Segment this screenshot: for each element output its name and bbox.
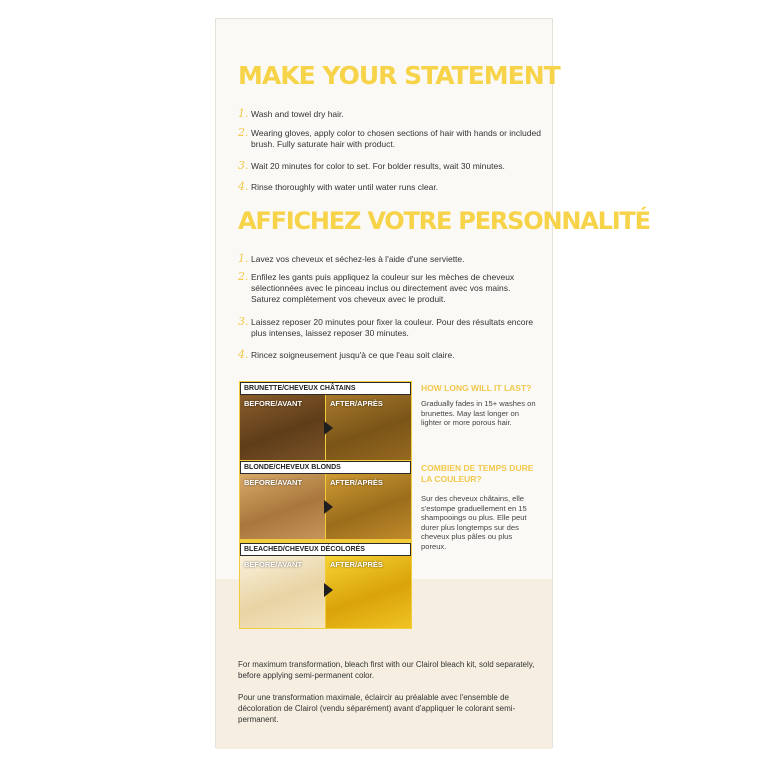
swatch-before xyxy=(240,395,325,460)
combien-text: Sur des cheveux châtains, elle s'estompe graduellement en 15 shampooings ou plus. Elle peut durer plus longtemps sur des cheveux plus pâles ou plus poreux. xyxy=(421,494,527,551)
step-text: Wearing gloves, apply color to chosen sections of hair with hands or included brush. Fully saturate hair with product. xyxy=(251,128,541,149)
step-text: Rinse thoroughly with water until water runs clear. xyxy=(251,182,439,192)
swatch-before xyxy=(240,474,325,539)
instruction-panel xyxy=(215,18,650,748)
swatch-after xyxy=(326,395,411,460)
english-heading: MAKE YOUR STATEMENT xyxy=(238,61,560,90)
arrow-icon xyxy=(324,583,333,597)
step-text: Enfilez les gants puis appliquez la couleur sur les mèches de cheveux sélectionnées avec le pinceau inclus ou directement avec vos mains. Saturez complètement vos cheveux avec le produit. xyxy=(251,272,515,304)
step-number: 1. xyxy=(238,107,249,120)
step-number: 2. xyxy=(238,126,249,139)
arrow-icon xyxy=(324,421,333,435)
color-swatch-grid xyxy=(239,381,412,629)
step-text: Rincez soigneusement jusqu'à ce que l'eau soit claire. xyxy=(251,350,455,360)
french-bleach-note: Pour une transformation maximale, éclaircir au préalable avec l'ensemble de décoloration de Clairol (vendu séparément) avant d'appliquer le colorant semi-permanent. xyxy=(238,693,516,724)
swatch-row-label: BLEACHED/CHEVEUX DÉCOLORÉS xyxy=(240,543,411,556)
step-number: 3. xyxy=(238,159,249,172)
step-number: 1. xyxy=(238,252,249,265)
swatch-after xyxy=(326,474,411,539)
swatch-row-label: BLONDE/CHEVEUX BLONDS xyxy=(240,461,411,474)
step-number: 4. xyxy=(238,180,249,193)
step-text: Wash and towel dry hair. xyxy=(251,109,344,119)
after-label: AFTER/APRÈS xyxy=(330,399,383,408)
step-number: 3. xyxy=(238,315,249,328)
how-long-text: Gradually fades in 15+ washes on brunettes. May last longer on lighter or more porous hair. xyxy=(421,399,536,427)
step-number: 2. xyxy=(238,270,249,283)
swatch-before xyxy=(240,556,325,628)
swatch-after xyxy=(326,556,411,628)
before-label: BEFORE/AVANT xyxy=(244,478,303,487)
english-bleach-note: For maximum transformation, bleach first with our Clairol bleach kit, sold separately, before applying semi-permanent color. xyxy=(238,660,535,680)
step-text: Wait 20 minutes for color to set. For bolder results, wait 30 minutes. xyxy=(251,161,505,171)
before-label: BEFORE/AVANT xyxy=(244,399,303,408)
french-heading: AFFICHEZ VOTRE PERSONNALITÉ xyxy=(238,207,650,235)
step-text: Lavez vos cheveux et séchez-les à l'aide d'une serviette. xyxy=(251,254,465,264)
how-long-heading: HOW LONG WILL IT LAST? xyxy=(421,383,532,393)
step-text: Laissez reposer 20 minutes pour fixer la couleur. Pour des résultats encore plus intenses, laissez reposer 30 minutes. xyxy=(251,317,534,338)
step-number: 4. xyxy=(238,348,249,361)
after-label: AFTER/APRÈS xyxy=(330,560,383,569)
after-label: AFTER/APRÈS xyxy=(330,478,383,487)
swatch-row-label: BRUNETTE/CHEVEUX CHÂTAINS xyxy=(240,382,411,395)
before-label: BEFORE/AVANT xyxy=(244,560,303,569)
arrow-icon xyxy=(324,500,333,514)
combien-heading: COMBIEN DE TEMPS DURE LA COULEUR? xyxy=(421,463,534,484)
